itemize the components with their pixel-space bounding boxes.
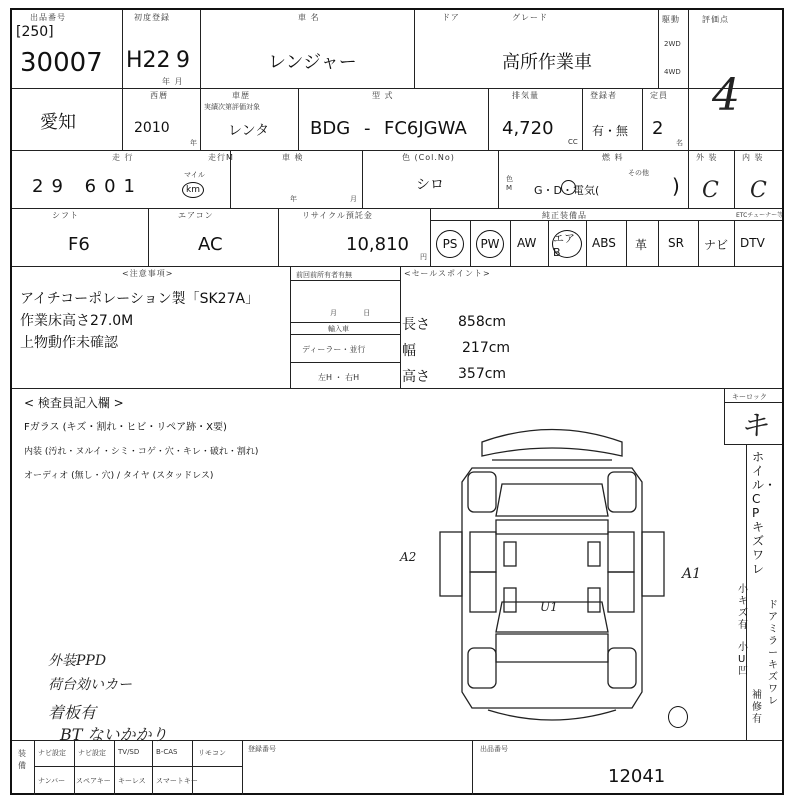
footer-equip-3: TV/SD (118, 748, 140, 756)
equip-aw: AW (517, 236, 537, 250)
fuel-value: G・D・電気( (534, 184, 600, 197)
car-name: レンジャー (268, 52, 357, 73)
footer-equip-1: ナビ設定 (38, 749, 66, 757)
equip-sr: SR (668, 236, 684, 250)
lot-sub: [250] (16, 24, 54, 40)
equipment-note: ETCチューナー等 (736, 212, 784, 219)
shift-label: シフト (52, 211, 79, 220)
row-divider-5 (12, 388, 782, 389)
footer-equip-5: リモコン (198, 749, 226, 757)
exhibit-no: 12041 (608, 766, 666, 787)
key-lock-mark: キ (740, 409, 769, 442)
history-label: 車歴 (232, 91, 250, 100)
first-reg-era: H22 (126, 48, 171, 73)
model: FC6JGWA (384, 118, 467, 139)
model-prefix: BDG (310, 118, 351, 139)
fuel-other: その他 (628, 169, 649, 177)
caution-line-2: 作業床高さ27.0M (20, 313, 134, 329)
history-owner-label: 前回前所有者有無 (296, 271, 352, 279)
footer-equip-9: スマートキー (156, 777, 198, 785)
mark-a1: A1 (682, 566, 702, 582)
mileage: 29 601 (32, 176, 143, 197)
footer-equip-4: B-CAS (156, 748, 178, 756)
mark-u1: U1 (540, 600, 558, 614)
nen: 年 (190, 139, 197, 147)
dealer-label: ディーラー・並行 (302, 345, 366, 354)
history-sub: 実績次第評価対象 (204, 103, 260, 111)
meter-label: 走行M (208, 153, 234, 162)
handle-label: 左H ・ 右H (318, 373, 360, 382)
ac: AC (198, 234, 223, 255)
first-reg-label: 初度登録 (134, 13, 170, 22)
mileage-label: 走 行 (112, 153, 134, 162)
drive-label: 駆動 (662, 15, 680, 24)
sales-label: <セールスポイント> (404, 269, 491, 278)
caution-line-3: 上物動作未確認 (20, 335, 118, 351)
hand-note-3: 着板有 (48, 703, 97, 722)
fuel-label: 燃 料 (602, 153, 624, 162)
dim-length-key: 長さ (402, 317, 430, 333)
model-label: 型 式 (372, 91, 394, 100)
footer-equip-7: スペアキー (76, 777, 111, 785)
footer-equip-2: ナビ設定 (78, 749, 106, 757)
right-note-repair: 補修有 (752, 690, 762, 725)
yen: 円 (420, 253, 427, 261)
score-label: 評価点 (702, 15, 729, 24)
capacity-label: 定員 (650, 91, 668, 100)
interior-label: 内 装 (742, 153, 764, 162)
footer-equip-label: 装備 (18, 749, 26, 770)
hand-note-1: 外装PPD (48, 653, 107, 669)
owner-label: 登録者 (590, 91, 617, 100)
month-word: 月 (350, 195, 357, 203)
recycle: 10,810 (346, 234, 409, 255)
inspector-audio: オーディオ (無し・穴) / タイヤ (スタッドレス) (24, 471, 214, 481)
owner-value: 有・無 (592, 124, 629, 138)
lot-number: 30007 (20, 48, 103, 78)
equip-dtv: DTV (740, 236, 765, 250)
exterior: C (702, 178, 719, 203)
fuel-diesel-circle (561, 180, 576, 195)
right-note-dent: 小U凹 (738, 642, 748, 677)
right-note-scratch: 小キズ有 (738, 584, 748, 631)
lot-label: 出品番号 (30, 13, 66, 22)
auction-sheet: 出品番号 [250] 30007 初度登録 H22 9 年 月 車 名 レンジャー ドア グレード 高所作業車 駆動 2WD 4WD 評価点 4 愛知 西暦 2010 年 車歴 実績次第評価対象 レンタ 型 式 BDG - FC6JGWA 排気量 4,720 CC 登録者 有・無 定員 2 名 走 行 29 601 マイル km 走行M 車 検 年 月 色 (Col.No) シロ 色 M 燃 料 G・D・電気( その他 ) 外 装 C 内 装 C シフト F6 エアコン AC リサイクル預託金 10,810 円 純正装備品 ETCチューナー等 PS PW AW エアB ABS 革 SR ナビ DTV <注意事項> アイチコーポレーション製「SK27A」 作業床高さ27.0M 上物動作未確認 前回前所有者有無 月 日 輸入車 ディーラー・並行 左H ・ 右H <セールスポイント> 長さ 858cm 幅 217cm 高さ 357cm < 検査員記入欄 > Fガラス (キズ・割れ・ヒビ・リペア跡・X要) 内装 (汚れ・ヌルイ・シミ・コゲ・穴・キレ・破れ・割れ) オーディオ (無し・穴) / タイヤ (スタッドレス) キーロック キ ホイル・CPキズ ワレ ドアミラーキズ ワレ 小キズ有 小U凹 補修有 A2 A1 U1 外装PPD 荷台効いカー 着板有 BT ないかかり 装備 ナビ設定 ナビ設定 TV/SD B-CAS リモコン ナンバー スペアキー キーレス スマートキー 登録番号 出品番号 12041 (10, 8, 784, 795)
inspector-glass: Fガラス (キズ・割れ・ヒビ・リペア跡・X要) (24, 422, 227, 433)
dim-height-key: 高さ (402, 369, 430, 385)
displacement: 4,720 (502, 118, 554, 139)
right-note-mirror: ドアミラーキズ ワレ (768, 600, 778, 707)
row-divider-2 (12, 150, 782, 151)
year-label: 西暦 (150, 91, 168, 100)
equip-leather: 革 (635, 238, 648, 252)
drive-4wd: 4WD (664, 68, 681, 76)
grade-label: グレード (512, 13, 548, 22)
grade: 高所作業車 (502, 52, 592, 73)
history: レンタ (228, 123, 270, 139)
dim-length-value: 858cm (458, 314, 507, 330)
import-label: 輸入車 (328, 325, 349, 333)
inspection-label: 車 検 (282, 153, 304, 162)
caution-line-1: アイチコーポレーション製「SK27A」 (20, 291, 260, 307)
row-divider-1 (12, 88, 782, 89)
right-note-wheel: ホイル・CPキズ ワレ (752, 450, 777, 576)
mark-circle (668, 706, 688, 728)
capacity-unit: 名 (676, 139, 683, 147)
capacity: 2 (652, 118, 664, 139)
first-reg-month: 9 (176, 48, 190, 73)
equip-abs: ABS (592, 236, 616, 250)
exterior-label: 外 装 (696, 153, 718, 162)
ac-label: エアコン (178, 211, 214, 220)
mark-a2: A2 (400, 550, 417, 564)
row-divider-3 (12, 208, 782, 209)
drive-2wd: 2WD (664, 40, 681, 48)
dim-width-value: 217cm (462, 340, 511, 356)
dim-height-value: 357cm (458, 366, 507, 382)
footer-equip-8: キーレス (118, 777, 146, 785)
shift: F6 (68, 234, 90, 255)
fuel-close: ) (672, 174, 680, 198)
door-label: ドア (442, 13, 460, 22)
exhibit-no-label: 出品番号 (480, 745, 508, 753)
recycle-label: リサイクル預託金 (302, 211, 373, 220)
car-name-label: 車 名 (298, 13, 320, 22)
region: 愛知 (40, 112, 76, 133)
hand-note-4: BT ないかかり (60, 725, 168, 744)
key-lock-label: キーロック (732, 393, 767, 401)
color: シロ (416, 177, 444, 193)
displacement-label: 排気量 (512, 91, 539, 100)
year-month-label: 年 月 (162, 77, 184, 86)
equip-navi: ナビ (704, 238, 729, 252)
hand-note-2: 荷台効いカー (48, 677, 132, 693)
year-word: 年 (290, 195, 297, 203)
equip-ps: PS (436, 230, 464, 258)
row-divider-4 (12, 266, 782, 267)
equip-airbag: エアB (552, 230, 582, 258)
interior: C (750, 178, 767, 203)
dim-width-key: 幅 (402, 343, 416, 359)
mileage-unit-mile: マイル (184, 171, 205, 179)
inspector-title: < 検査員記入欄 > (24, 396, 124, 410)
month-day-label: 月 日 (330, 309, 383, 317)
mileage-unit-km: km (182, 182, 204, 198)
year: 2010 (134, 120, 170, 136)
car-diagram (432, 412, 672, 736)
caution-label: <注意事項> (122, 269, 174, 278)
score: 4 (712, 70, 740, 121)
color-side: 色 M (506, 175, 513, 192)
cc: CC (568, 138, 578, 146)
reg-no-label: 登録番号 (248, 745, 276, 753)
equip-pw: PW (476, 230, 504, 258)
color-label: 色 (Col.No) (402, 153, 455, 162)
equipment-label: 純正装備品 (542, 211, 587, 220)
inspector-interior: 内装 (汚れ・ヌルイ・シミ・コゲ・穴・キレ・破れ・割れ) (24, 447, 259, 457)
footer-equip-6: ナンバー (38, 777, 66, 785)
